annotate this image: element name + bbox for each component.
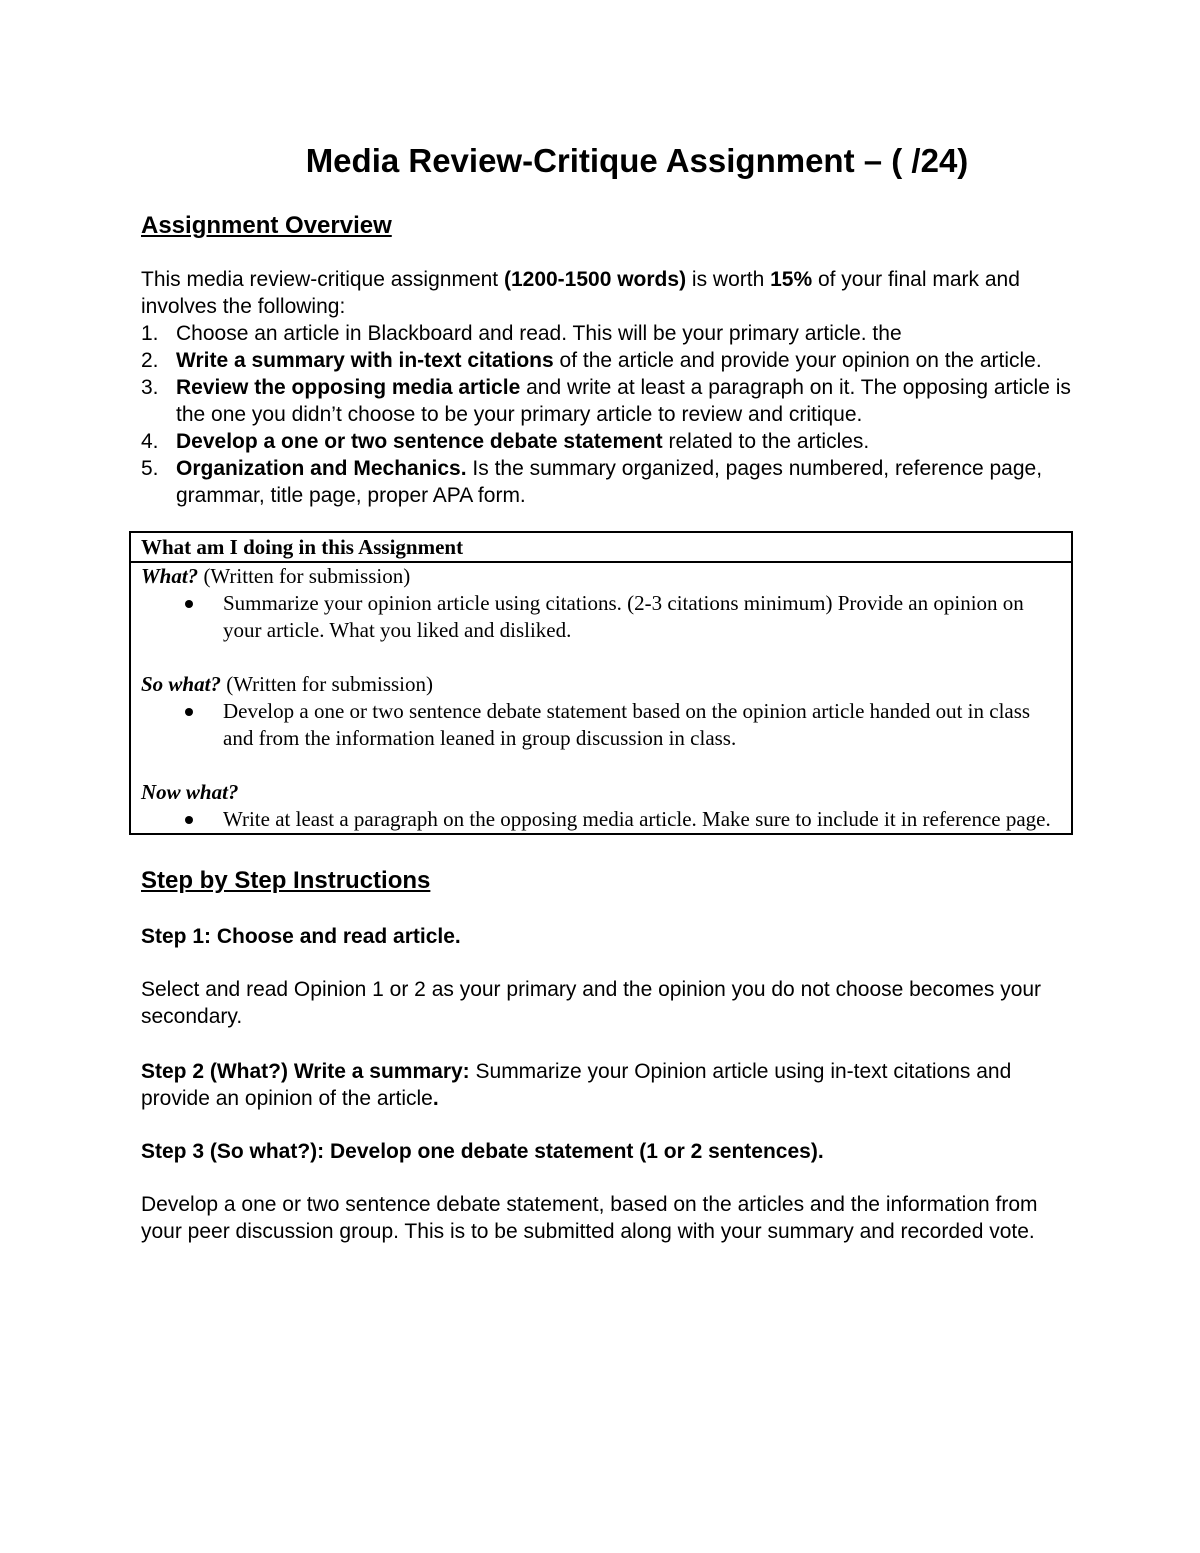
- assignment-summary-table: [129, 531, 1073, 835]
- list-item: Write at least a paragraph on the opposing media article. Make sure to include it in reference page.: [175, 806, 1061, 833]
- document-content: [141, 138, 1073, 1245]
- list-item: Develop a one or two sentence debate statement based on the opinion article handed out in class and from the information leaned in group discussion in class.: [175, 698, 1061, 752]
- list-item: Summarize your opinion article using citations. (2-3 citations minimum) Provide an opinion on your article. What you liked and disliked.: [175, 590, 1061, 644]
- step-1-text: Select and read Opinion 1 or 2 as your primary and the opinion you do not choose becomes your secondary.: [141, 978, 1042, 1028]
- list-item: 2. Write a summary with in-text citations of the article and provide your opinion on the article.: [141, 349, 1042, 372]
- step-2-text: Step 2 (What?) Write a summary: Summarize your Opinion article using in-text citations and provide an opinion of the article.: [141, 1060, 1012, 1110]
- now-what-section: Now what?: [141, 780, 239, 804]
- step-3-title: Step 3 (So what?): Develop one debate statement (1 or 2 sentences).: [141, 1140, 824, 1163]
- step-3-text: Develop a one or two sentence debate statement, based on the articles and the information from your peer discussion group. This is to be submitted along with your summary and recorded vote.: [141, 1193, 1038, 1243]
- now-what-bullets: [141, 806, 1061, 833]
- what-section: What? (Written for submission): [141, 564, 411, 588]
- list-item: 4. Develop a one or two sentence debate statement related to the articles.: [141, 430, 870, 453]
- list-item: 5. Organization and Mechanics. Is the summary organized, pages numbered, reference page, grammar, title page, proper APA form.: [141, 457, 1043, 507]
- so-what-bullets: [141, 698, 1061, 752]
- page-title: Media Review-Critique Assignment – ( /24): [305, 142, 969, 179]
- table-body: [131, 563, 1071, 833]
- table-heading: What am I doing in this Assignment: [131, 533, 1071, 563]
- steps-heading: Step by Step Instructions: [141, 867, 431, 894]
- overview-intro: This media review-critique assignment (1200-1500 words) is worth 15% of your final mark and involves the following:: [141, 268, 1020, 318]
- step-1-title: Step 1: Choose and read article.: [141, 925, 461, 948]
- task-list: [141, 320, 1073, 509]
- what-bullets: [141, 590, 1061, 644]
- list-item: 3. Review the opposing media article and write at least a paragraph on it. The opposing article is the one you didn’t choose to be your primary article to review and critique.: [141, 376, 1071, 426]
- list-item: 1. Choose an article in Blackboard and read. This will be your primary article. the: [141, 322, 902, 345]
- overview-heading: Assignment Overview: [141, 212, 392, 239]
- so-what-section: So what? (Written for submission): [141, 672, 433, 696]
